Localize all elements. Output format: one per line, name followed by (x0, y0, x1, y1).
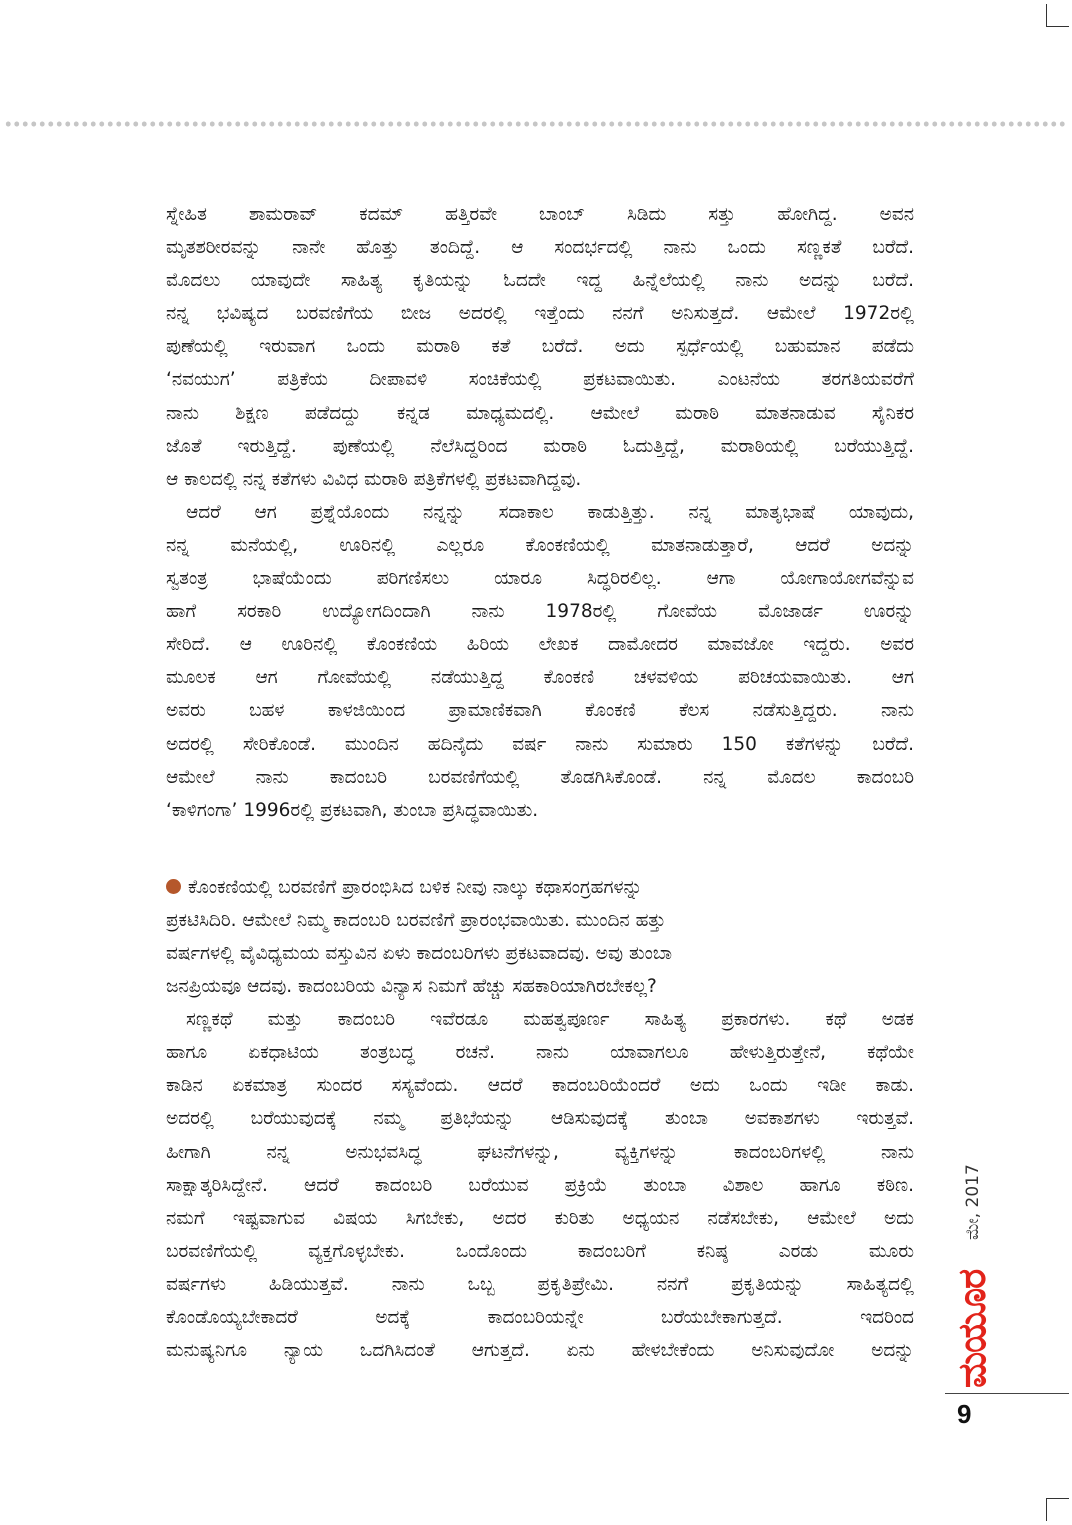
text-line: ಆ ಕಾಲದಲ್ಲಿ ನನ್ನ ಕತೆಗಳು ವಿವಿಧ ಮರಾಠಿ ಪತ್ರಿಕೆಗಳಲ್ಲಿ ಪ್ರಕಟವಾಗಿದ್ದವು. (166, 468, 582, 490)
question-text: ಕೊಂಕಣಿಯಲ್ಲಿ ಬರವಣಿಗೆ ಪ್ರಾರಂಭಿಸಿದ ಬಳಿಕ ನೀವು ನಾಲ್ಕು ಕಥಾಸಂಗ್ರಹಗಳನ್ನು (188, 876, 643, 898)
text-line: ನನ್ನ ಭವಿಷ್ಯದ ಬರವಣಿಗೆಯ ಬೀಜ ಅದರಲ್ಲಿ ಇತ್ತೆಂದು ನನಗೆ ಅನಿಸುತ್ತದೆ. ಆಮೇಲೆ 1972ರಲ್ಲಿ (166, 303, 914, 325)
text-line: ಸೇರಿದೆ. ಆ ಊರಿನಲ್ಲಿ ಕೊಂಕಣಿಯ ಹಿರಿಯ ಲೇಖಕ ದಾಮೋದರ ಮಾವಜೋ ಇದ್ದರು. ಅವರ (166, 634, 914, 656)
text-line: ಹಾಗೂ ಏಕಧಾಟಿಯ ತಂತ್ರಬದ್ಧ ರಚನೆ. ನಾನು ಯಾವಾಗಲೂ ಹೇಳುತ್ತಿರುತ್ತೇನೆ, ಕಥೆಯೇ (166, 1042, 914, 1064)
paragraph-2 (166, 496, 914, 827)
interview-question (166, 871, 914, 1003)
text-line: ಬರವಣಿಗೆಯಲ್ಲಿ ವ್ಯಕ್ತಗೊಳ್ಳಬೇಕು. ಒಂದೊಂದು ಕಾದಂಬರಿಗೆ ಕನಿಷ್ಠ ಎರಡು ಮೂರು (166, 1240, 914, 1262)
crop-mark-top (1046, 4, 1069, 27)
dotted-divider (4, 120, 1068, 128)
text-line: ‘ನವಯುಗ’ ಪತ್ರಿಕೆಯ ದೀಪಾವಳಿ ಸಂಚಿಕೆಯಲ್ಲಿ ಪ್ರಕಟವಾಯಿತು. ಎಂಟನೆಯ ತರಗತಿಯವರೆಗೆ (166, 369, 914, 391)
text-line: ನಾನು ಶಿಕ್ಷಣ ಪಡೆದದ್ದು ಕನ್ನಡ ಮಾಧ್ಯಮದಲ್ಲಿ. ಆಮೇಲೆ ಮರಾಠಿ ಮಾತನಾಡುವ ಸೈನಿಕರ (166, 402, 914, 424)
text-line: ನಮಗೆ ಇಷ್ಟವಾಗುವ ವಿಷಯ ಸಿಗಬೇಕು, ಅದರ ಕುರಿತು ಅಧ್ಯಯನ ನಡೆಸಬೇಕು, ಆಮೇಲೆ ಅದು (166, 1207, 914, 1229)
text-line: ‘ಕಾಳಿಗಂಗಾ’ 1996ರಲ್ಲಿ ಪ್ರಕಟವಾಗಿ, ತುಂಬಾ ಪ್ರಸಿದ್ಧವಾಯಿತು. (166, 799, 539, 821)
text-line: ಪುಣೆಯಲ್ಲಿ ಇರುವಾಗ ಒಂದು ಮರಾಠಿ ಕತೆ ಬರೆದೆ. ಅದು ಸ್ಪರ್ಧೆಯಲ್ಲಿ ಬಹುಮಾನ ಪಡೆದು (166, 336, 914, 358)
text-line: ವರ್ಷಗಳು ಹಿಡಿಯುತ್ತವೆ. ನಾನು ಒಬ್ಬ ಪ್ರಕೃತಿಪ್ರೇಮಿ. ನನಗೆ ಪ್ರಕೃತಿಯನ್ನು ಸಾಹಿತ್ಯದಲ್ಲಿ (166, 1273, 914, 1295)
text-line: ಅದರಲ್ಲಿ ಬರೆಯುವುದಕ್ಕೆ ನಮ್ಮ ಪ್ರತಿಭೆಯನ್ನು ಆಡಿಸುವುದಕ್ಕೆ ತುಂಬಾ ಅವಕಾಶಗಳು ಇರುತ್ತವೆ. (166, 1108, 914, 1130)
section-gap (166, 827, 914, 871)
bullet-icon (166, 879, 181, 894)
text-line: ಅದರಲ್ಲಿ ಸೇರಿಕೊಂಡೆ. ಮುಂದಿನ ಹದಿನೈದು ವರ್ಷ ನಾನು ಸುಮಾರು 150 ಕತೆಗಳನ್ನು ಬರೆದೆ. (166, 733, 914, 755)
magazine-logo: ಮಯೂರ (950, 1269, 994, 1388)
text-line: ಜೊತೆ ಇರುತ್ತಿದ್ದೆ. ಪುಣೆಯಲ್ಲಿ ನೆಲೆಸಿದ್ದರಿಂದ ಮರಾಠಿ ಓದುತ್ತಿದ್ದೆ, ಮರಾಠಿಯಲ್ಲಿ ಬರೆಯುತ್ತಿದ್ದೆ. (166, 435, 914, 457)
text-line: ಕೊಂಡೊಯ್ಯಬೇಕಾದರೆ ಅದಕ್ಕೆ ಕಾದಂಬರಿಯನ್ನೇ ಬರೆಯಬೇಕಾಗುತ್ತದೆ. ಇದರಿಂದ (166, 1307, 914, 1328)
text-line: ಸ್ವತಂತ್ರ ಭಾಷೆಯೆಂದು ಪರಿಗಣಿಸಲು ಯಾರೂ ಸಿದ್ಧರಿರಲಿಲ್ಲ. ಆಗಾ ಯೋಗಾಯೋಗವೆನ್ನುವ (166, 568, 914, 590)
text-line: ಮನುಷ್ಯನಿಗೂ ನ್ಯಾಯ ಒದಗಿಸಿದಂತೆ ಆಗುತ್ತದೆ. ಏನು ಹೇಳಬೇಕೆಂದು ಅನಿಸುವುದೋ ಅದನ್ನು (166, 1340, 914, 1362)
text-line: ಮೊದಲು ಯಾವುದೇ ಸಾಹಿತ್ಯ ಕೃತಿಯನ್ನು ಓದದೇ ಇದ್ದ ಹಿನ್ನೆಲೆಯಲ್ಲಿ ನಾನು ಅದನ್ನು ಬರೆದೆ. (166, 270, 914, 292)
question-line: ಜನಪ್ರಿಯವೂ ಆದವು. ಕಾದಂಬರಿಯ ವಿನ್ಯಾಸ ನಿಮಗೆ ಹೆಚ್ಚು ಸಹಕಾರಿಯಾಗಿರಬೇಕಲ್ಲ? (166, 976, 657, 998)
text-line: ಸಾಕ್ಷಾತ್ಕರಿಸಿದ್ದೇನೆ. ಆದರೆ ಕಾದಂಬರಿ ಬರೆಯುವ ಪ್ರಕ್ರಿಯೆ ತುಂಬಾ ವಿಶಾಲ ಹಾಗೂ ಕಠಿಣ. (166, 1174, 914, 1196)
text-line: ಮೃತಶರೀರವನ್ನು ನಾನೇ ಹೊತ್ತು ತಂದಿದ್ದೆ. ಆ ಸಂದರ್ಭದಲ್ಲಿ ನಾನು ಒಂದು ಸಣ್ಣಕತೆ ಬರೆದೆ. (166, 237, 914, 259)
question-line: ಪ್ರಕಟಿಸಿದಿರಿ. ಆಮೇಲೆ ನಿಮ್ಮ ಕಾದಂಬರಿ ಬರವಣಿಗೆ ಪ್ರಾರಂಭವಾಯಿತು. ಮುಂದಿನ ಹತ್ತು (166, 909, 666, 931)
page-number: 9 (957, 1399, 972, 1429)
question-line (166, 871, 914, 904)
text-line: ಕಾಡಿನ ಏಕಮಾತ್ರ ಸುಂದರ ಸಸ್ಯವೆಂದು. ಆದರೆ ಕಾದಂಬರಿಯೆಂದರೆ ಅದು ಒಂದು ಇಡೀ ಕಾಡು. (166, 1075, 914, 1097)
interview-answer (166, 1003, 914, 1367)
text-line: ಆದರೆ ಆಗ ಪ್ರಶ್ನೆಯೊಂದು ನನ್ನನ್ನು ಸದಾಕಾಲ ಕಾಡುತ್ತಿತ್ತು. ನನ್ನ ಮಾತೃಭಾಷೆ ಯಾವುದು, (186, 501, 914, 523)
page-number-rule (945, 1393, 1069, 1394)
question-line: ವರ್ಷಗಳಲ್ಲಿ ವೈವಿಧ್ಯಮಯ ವಸ್ತುವಿನ ಏಳು ಕಾದಂಬರಿಗಳು ಪ್ರಕಟವಾದವು. ಅವು ತುಂಬಾ (166, 942, 672, 964)
text-line: ಸಣ್ಣಕಥೆ ಮತ್ತು ಕಾದಂಬರಿ ಇವೆರಡೂ ಮಹತ್ವಪೂರ್ಣ ಸಾಹಿತ್ಯ ಪ್ರಕಾರಗಳು. ಕಥೆ ಅಡಕ (186, 1009, 914, 1031)
magazine-sidebar (950, 1130, 1000, 1400)
text-line: ನನ್ನ ಮನೆಯಲ್ಲಿ, ಊರಿನಲ್ಲಿ ಎಲ್ಲರೂ ಕೊಂಕಣಿಯಲ್ಲಿ ಮಾತನಾಡುತ್ತಾರೆ, ಆದರೆ ಅದನ್ನು (166, 534, 914, 556)
text-line: ಸ್ನೇಹಿತ ಶಾಮರಾವ್ ಕದಮ್ ಹತ್ತಿರವೇ ಬಾಂಬ್ ಸಿಡಿದು ಸತ್ತು ಹೋಗಿದ್ದ. ಅವನ (166, 204, 914, 225)
paragraph-1 (166, 198, 914, 496)
crop-mark-bottom (1046, 1498, 1069, 1521)
text-line: ಮೂಲಕ ಆಗ ಗೋವೆಯಲ್ಲಿ ನಡೆಯುತ್ತಿದ್ದ ಕೊಂಕಣಿ ಚಳವಳಿಯ ಪರಿಚಯವಾಯಿತು. ಆಗ (166, 667, 914, 689)
text-line: ಆಮೇಲೆ ನಾನು ಕಾದಂಬರಿ ಬರವಣಿಗೆಯಲ್ಲಿ ತೊಡಗಿಸಿಕೊಂಡೆ. ನನ್ನ ಮೊದಲ ಕಾದಂಬರಿ (166, 766, 914, 788)
text-line: ಹೀಗಾಗಿ ನನ್ನ ಅನುಭವಸಿದ್ಧ ಘಟನೆಗಳನ್ನು, ವ್ಯಕ್ತಿಗಳನ್ನು ಕಾದಂಬರಿಗಳಲ್ಲಿ ನಾನು (166, 1141, 914, 1163)
issue-date: ಮೇ, 2017 (963, 1164, 983, 1240)
article-body (166, 198, 914, 1367)
text-line: ಅವರು ಬಹಳ ಕಾಳಜಿಯಿಂದ ಪ್ರಾಮಾಣಿಕವಾಗಿ ಕೊಂಕಣಿ ಕೆಲಸ ನಡೆಸುತ್ತಿದ್ದರು. ನಾನು (166, 700, 914, 722)
text-line: ಹಾಗೆ ಸರಕಾರಿ ಉದ್ಯೋಗದಿಂದಾಗಿ ನಾನು 1978ರಲ್ಲಿ ಗೋವೆಯ ಮೊಜಾರ್ಡ ಊರನ್ನು (166, 601, 914, 623)
